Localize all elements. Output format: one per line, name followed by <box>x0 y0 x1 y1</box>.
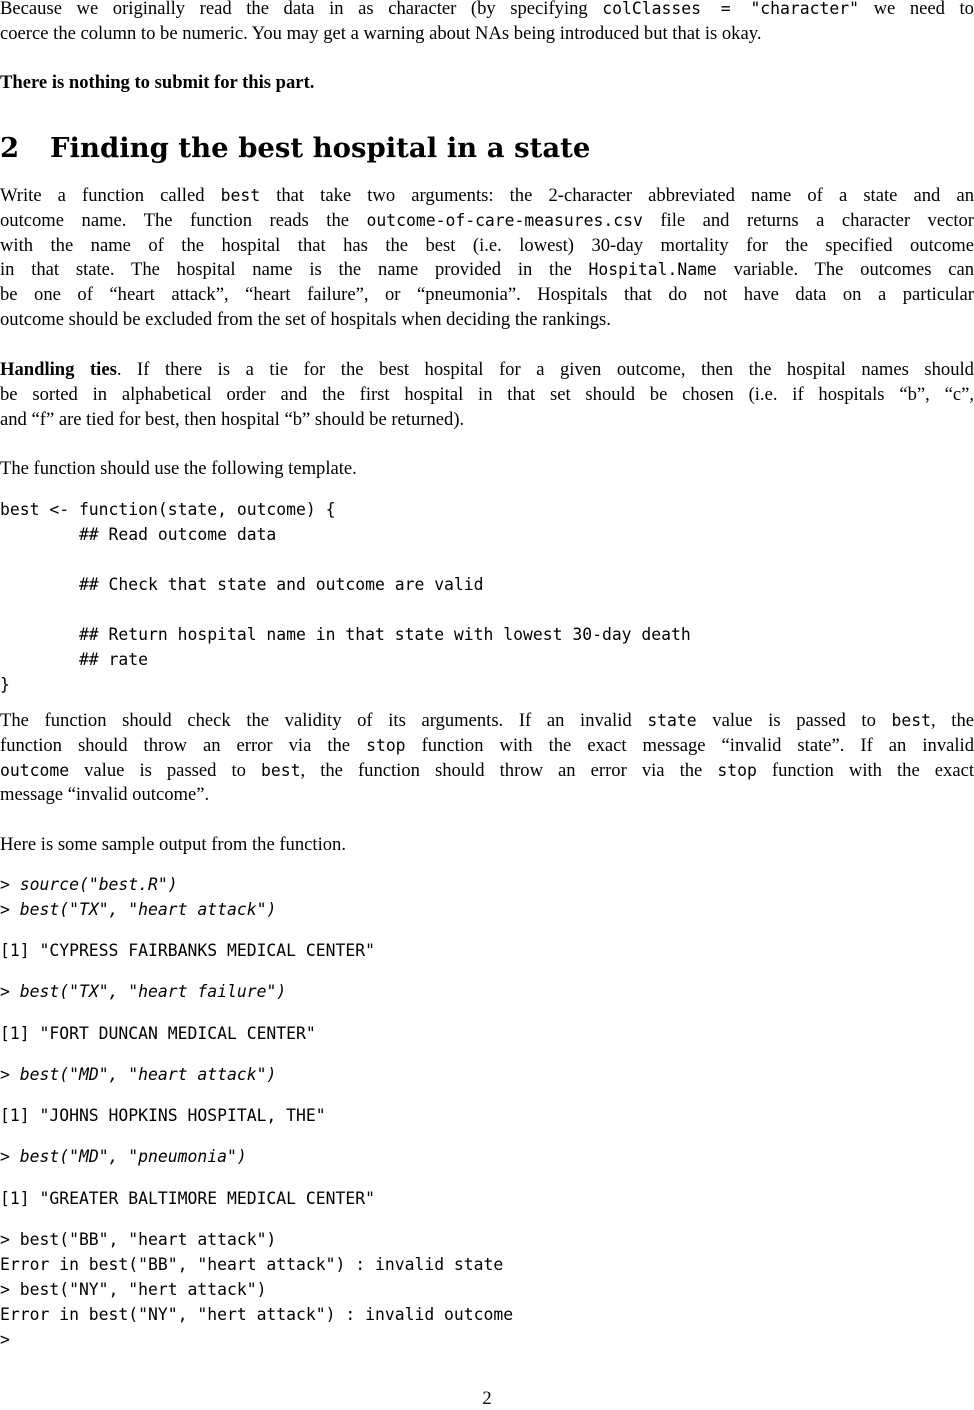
sample-output-3: [1] "JOHNS HOPKINS HOSPITAL, THE" <box>0 1106 326 1125</box>
template-code-block: best <- function(state, outcome) { ## Read outcome data ## Check that state and outcome are valid ## Return hospital name in that state with lowest 30-day death ## rate } <box>0 500 691 694</box>
function-description-paragraph: Write a function called best that take two arguments: the 2-character abbreviated name of a state and an outcome name. The function reads the outcome-of-care-measures.csv file and returns a character vector with the name of the hospital that has the best (i.e. lowest) 30-day mortality for the specified outcome in that state. The hospital name is the name provided in the Hospital.Name variable. The outcomes can be one of “heart attack”, “heart failure”, or “pneumonia”. Hospitals that do not have data on a particular outcome should be excluded from the set of hospitals when deciding the rankings. <box>0 185 974 330</box>
sample-session-2: > best("TX", "heart failure") <box>0 982 287 1001</box>
no-submit-note: There is nothing to submit for this part. <box>0 72 315 93</box>
sample-session-1: > source("best.R") > best("TX", "heart attack") <box>0 875 277 919</box>
sample-output-1: [1] "CYPRESS FAIRBANKS MEDICAL CENTER" <box>0 941 375 960</box>
intro-paragraph: Because we originally read the data in as character (by specifying colClasses = "character" we need to coerce the column to be numeric. You may get a warning about NAs being introduced but that is okay. <box>0 0 974 44</box>
section-number: 2 <box>0 132 20 164</box>
validity-paragraph: The function should check the validity of its arguments. If an invalid state value is passed to best, the function should throw an error via the stop function with the exact message “invalid state”. If an invalid outcome value is passed to best, the function should throw an error via the stop function with the exact message “invalid outcome”. <box>0 710 974 806</box>
sample-intro: Here is some sample output from the function. <box>0 834 346 855</box>
sample-session-4: > best("MD", "pneumonia") <box>0 1147 247 1166</box>
handling-ties-paragraph: Handling ties. If there is a tie for the best hospital for a given outcome, then the hospital names should be sorted in alphabetical order and the first hospital in that set should be chosen (i.e. if hospitals “b”, “c”, and “f” are tied for best, then hospital “b” should be returned). <box>0 359 974 430</box>
sample-session-3: > best("MD", "heart attack") <box>0 1065 277 1084</box>
template-intro: The function should use the following template. <box>0 458 357 479</box>
sample-output-4: [1] "GREATER BALTIMORE MEDICAL CENTER" <box>0 1189 375 1208</box>
error-session-block: > best("BB", "heart attack") Error in best("BB", "heart attack") : invalid state > best("NY", "hert attack") Error in best("NY", "hert attack") : invalid outcome > <box>0 1230 514 1349</box>
section-title: Finding the best hospital in a state <box>50 132 591 164</box>
section-heading <box>0 130 590 166</box>
page-number: 2 <box>482 1388 492 1409</box>
sample-output-2: [1] "FORT DUNCAN MEDICAL CENTER" <box>0 1024 316 1043</box>
